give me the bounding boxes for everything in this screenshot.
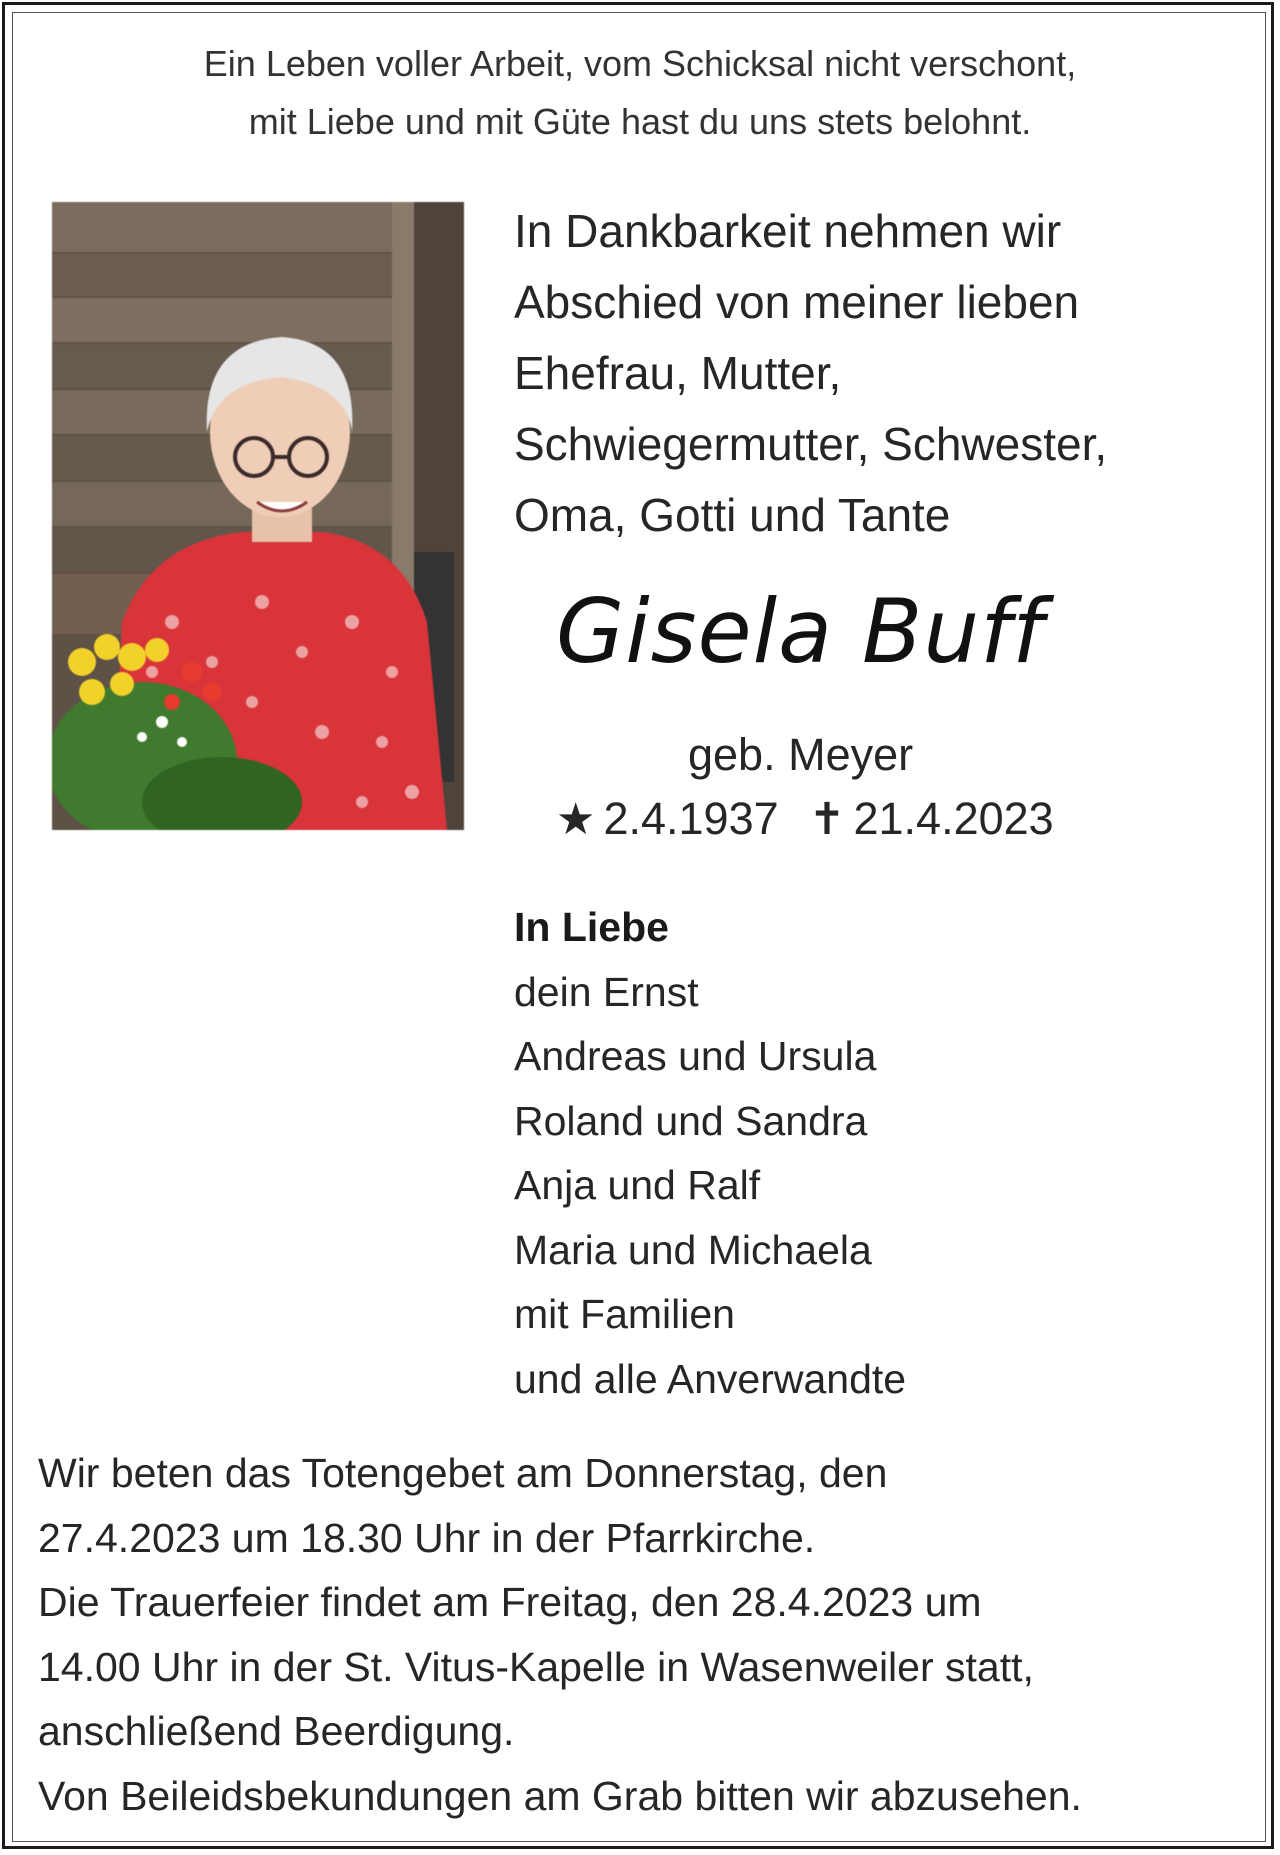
notice-line: anschließend Beerdigung. — [38, 1708, 515, 1754]
notice-line: 14.00 Uhr in der St. Vitus-Kapelle in Wasenweiler statt, — [38, 1643, 1034, 1690]
family-member: mit Familien — [514, 1291, 735, 1337]
verse-line-1: Ein Leben voller Arbeit, vom Schicksal nicht verschont, — [203, 43, 1077, 84]
verse-line-2: mit Liebe und mit Güte hast du uns stets belohnt. — [248, 101, 1032, 142]
notice-line: 27.4.2023 um 18.30 Uhr in der Pfarrkirche. — [38, 1514, 816, 1561]
family-member: Anja und Ralf — [514, 1162, 761, 1208]
intro-line: In Dankbarkeit nehmen wir — [514, 205, 1062, 257]
notice-line: Von Beileidsbekundungen am Grab bitten wir abzusehen. — [38, 1772, 1082, 1819]
service-notice — [38, 1441, 1082, 1828]
birth-date: 2.4.1937 — [603, 793, 779, 844]
family-member: Andreas und Ursula — [514, 1033, 877, 1079]
life-dates — [556, 793, 1054, 844]
maiden-name: geb. Meyer — [688, 729, 914, 780]
intro-line: Oma, Gotti und Tante — [514, 489, 951, 541]
family-member: und alle Anverwandte — [514, 1355, 907, 1402]
notice-line: Die Trauerfeier findet am Freitag, den 28.4.2023 um — [38, 1579, 982, 1625]
intro-line: Schwiegermutter, Schwester, — [514, 418, 1108, 470]
notice-line: Wir beten das Totengebet am Donnerstag, den — [38, 1450, 888, 1496]
family-list — [514, 895, 906, 1411]
deceased-name: Gisela Buff — [556, 580, 1045, 683]
intro-line: Ehefrau, Mutter, — [514, 347, 842, 399]
family-heading: In Liebe — [514, 904, 669, 950]
family-member: Maria und Michaela — [514, 1226, 872, 1273]
family-member: dein Ernst — [514, 968, 699, 1015]
intro-text — [514, 196, 1107, 551]
cross-icon: ✝ — [808, 795, 846, 844]
family-member: Roland und Sandra — [514, 1097, 868, 1144]
intro-line: Abschied von meiner lieben — [514, 276, 1080, 328]
portrait-photo — [52, 202, 464, 830]
star-icon: ★ — [556, 795, 596, 844]
death-date: 21.4.2023 — [853, 793, 1054, 844]
